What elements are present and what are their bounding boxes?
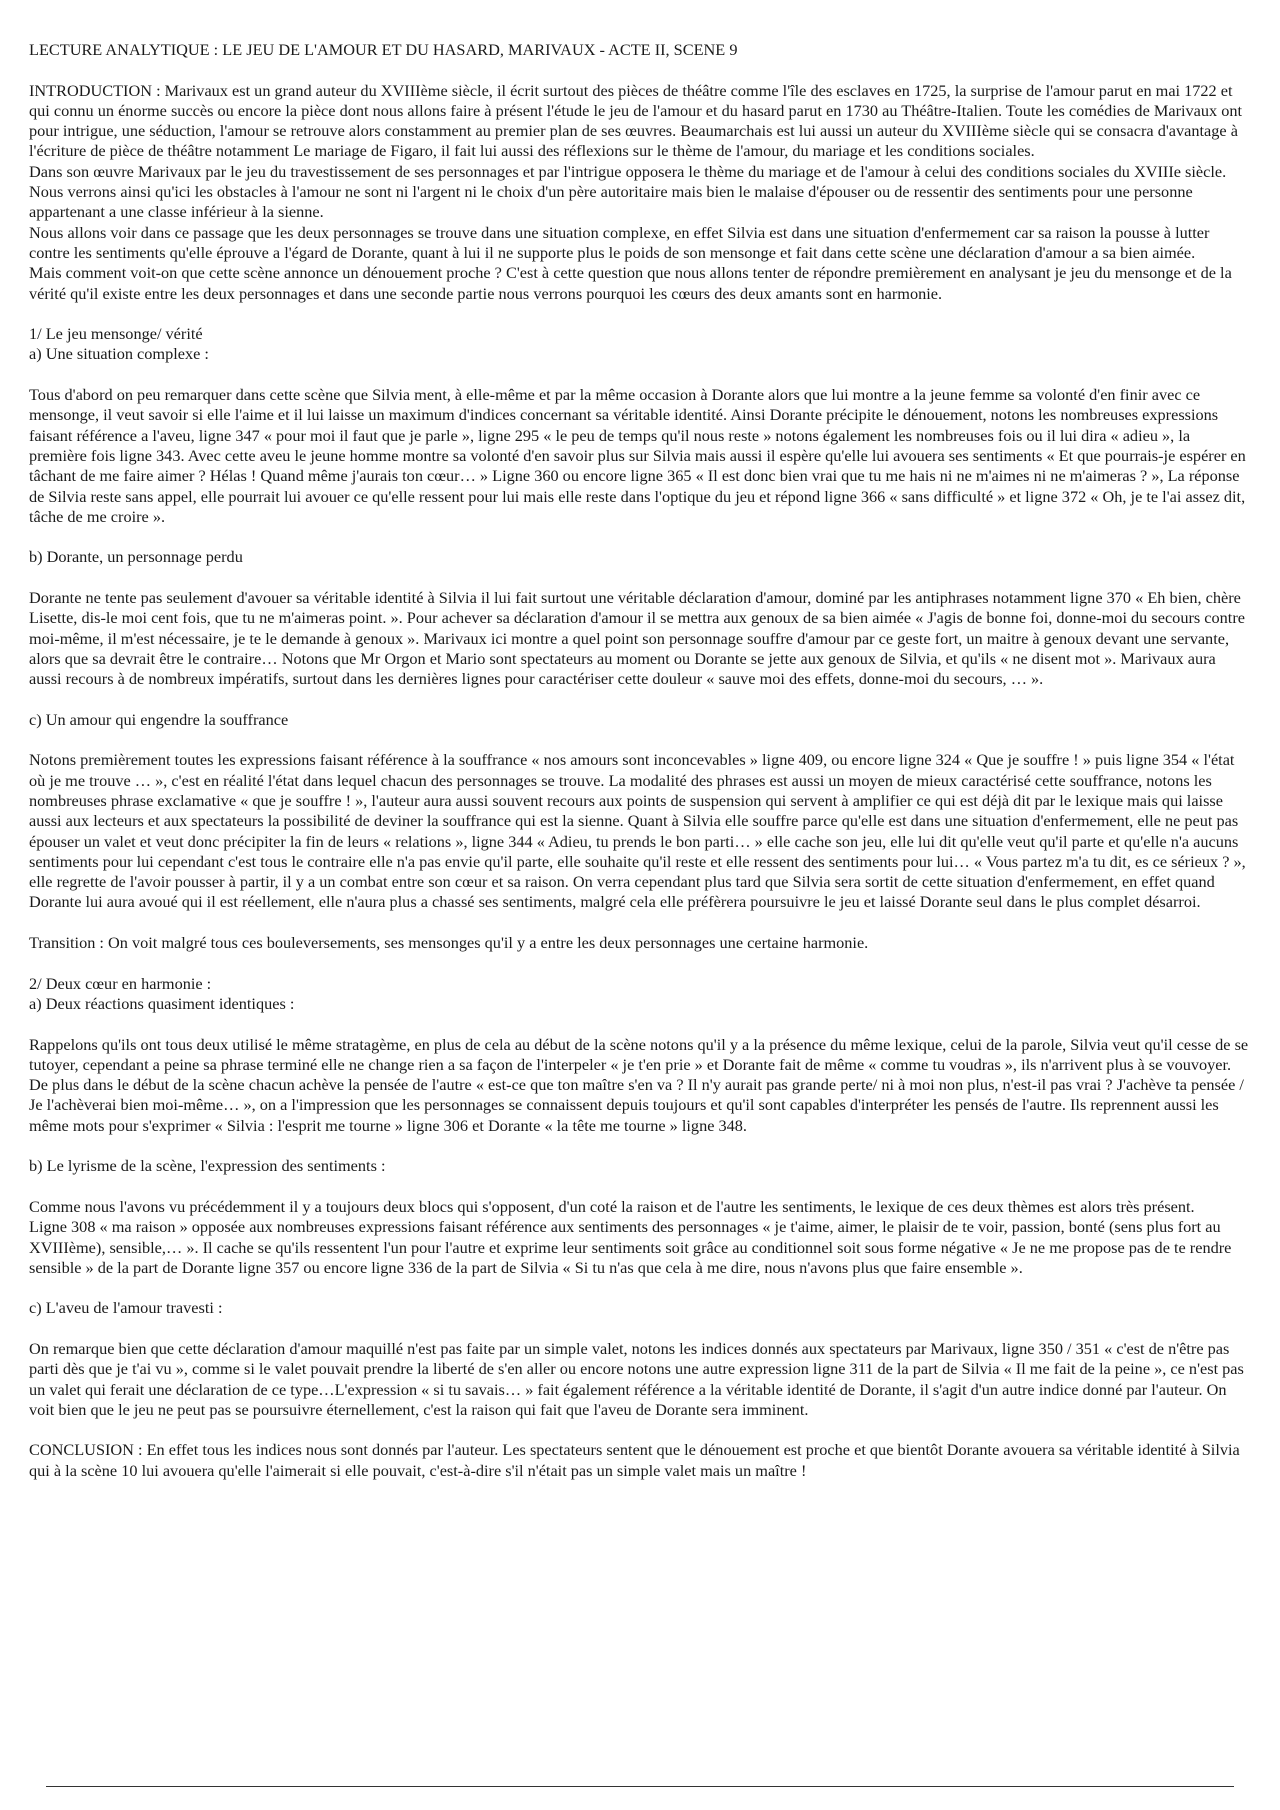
spacer	[29, 527, 1251, 547]
spacer	[29, 1177, 1251, 1197]
spacer	[29, 568, 1251, 588]
transition-paragraph: Transition : On voit malgré tous ces bouleversements, ses mensonges qu'il y a entre les deux personnages une certaine harmonie.	[29, 933, 869, 953]
spacer	[29, 365, 1251, 385]
intro-paragraph-3: Nous allons voir dans ce passage que les deux personnages se trouve dans une situation complexe, en effet Silvia est dans une situation d'enfermement car sa raison la pousse à lutter contre les sentiments qu'elle éprouve a l'égard de Dorante, quant à lui il ne supporte plus le poids de son mensonge et fait dans cette scène une déclaration d'amour a sa bien aimée.	[29, 222, 1210, 262]
spacer	[29, 60, 1251, 80]
document-page	[29, 40, 1251, 1481]
spacer	[29, 1420, 1251, 1440]
section-2b-text-1: Comme nous l'avons vu précédemment il y a toujours deux blocs qui s'opposent, d'un coté la raison et de l'autre les sentiments, le lexique de ces deux thèmes est alors très présent.	[29, 1196, 1195, 1216]
intro-paragraph-4: Mais comment voit-on que cette scène annonce un dénouement proche ? C'est à cette question que nous allons tenter de répondre premièrement en analysant je jeu du mensonge et de la vérité qu'il existe entre les deux personnages et dans une seconde partie nous verrons pourquoi les cœurs des deux amants sont en harmonie.	[29, 263, 1232, 303]
spacer	[29, 913, 1251, 933]
section-2c-text: On remarque bien que cette déclaration d'amour maquillé n'est pas faite par un simple valet, notons les indices donnés aux spectateurs par Marivaux, ligne 350 / 351 « c'est de n'être pas parti dès que je t'ai vu », comme si le valet pouvait prendre la liberté de s'en aller ou encore notons une autre expression ligne 311 de la part de Silvia « Il me fait de la peine », ce n'est pas un valet qui ferait une déclaration de ce type…L'expression « si tu savais… » fait également référence a la véritable identité de Dorante, il s'agit d'un autre indice donné par l'auteur. On voit bien que le jeu ne peut pas se poursuivre éternellement, c'est la raison qui fait que l'aveu de Dorante sera imminent.	[29, 1339, 1244, 1419]
section-1b-heading: b) Dorante, un personnage perdu	[29, 547, 243, 567]
section-1a-heading: a) Une situation complexe :	[29, 344, 209, 364]
section-2a-text: Rappelons qu'ils ont tous deux utilisé le même stratagème, en plus de cela au début de la scène notons qu'il y a la présence du même lexique, celui de la parole, Silvia veut qu'il cesse de se tutoyer, cependant a peine sa phrase terminé elle ne change rien a sa façon de l'interpeler « je t'en prie » et Dorante fait de même « comme tu voudras », ils n'arrivent plus à se vouvoyer. De plus dans le début de la scène chacun achève la pensée de l'autre « est-ce que ton maître s'en va ? Il n'y aurait pas grande perte/ ni à moi non plus, n'est-il pas vrai ? J'achève ta pensée / Je l'achèverai bien moi-même… », on a l'impression que les personnages se connaissent depuis toujours et qu'il sont capables d'interpréter les pensés de l'autre. Ils reprennent aussi les même mots pour s'exprimer « Silvia : l'esprit me tourne » ligne 306 et Dorante « la tête me tourne » ligne 348.	[29, 1034, 1249, 1135]
section-1c-heading: c) Un amour qui engendre la souffrance	[29, 709, 289, 729]
spacer	[29, 1014, 1251, 1034]
spacer	[29, 953, 1251, 973]
spacer	[29, 1278, 1251, 1298]
conclusion-paragraph: CONCLUSION : En effet tous les indices nous sont donnés par l'auteur. Les spectateurs sentent que le dénouement est proche et que bientôt Dorante avouera sa véritable identité à Silvia qui à la scène 10 lui avouera qu'elle l'aimerait si elle pouvait, c'est-à-dire s'il n'était pas un simple valet mais un maître !	[29, 1440, 1240, 1480]
section-1a-text: Tous d'abord on peu remarquer dans cette scène que Silvia ment, à elle-même et par la même occasion à Dorante alors que lui montre a la jeune femme sa volonté d'en finir avec ce mensonge, il veut savoir si elle l'aime et il lui laisse un maximum d'indices concernant sa véritable identité. Ainsi Dorante précipite le dénouement, notons les nombreuses expressions faisant référence a l'aveu, ligne 347 « pour moi il faut que je parle », ligne 295 « le peu de temps qu'il nous reste » notons également les nombreuses fois ou il lui dira « adieu », la première fois ligne 343. Avec cette aveu le jeune homme montre sa volonté d'en savoir plus sur Silvia mais aussi il espère qu'elle lui avouera ses sentiments « Et que pourrais-je espérer en tâchant de me faire aimer ? Hélas ! Quand même j'aurais ton cœur… » Ligne 360 ou encore ligne 365 « Il est donc bien vrai que tu me hais ni ne m'aimes ni ne m'aimeras ? », La réponse de Silvia reste sans appel, elle pourrait lui avouer ce qu'elle ressent pour lui mais elle reste dans l'optique du jeu et répond ligne 366 « sans difficulté » et ligne 372 « Oh, je te l'ai assez dit, tâche de me croire ».	[29, 385, 1246, 526]
document-title: LECTURE ANALYTIQUE : LE JEU DE L'AMOUR ET DU HASARD, MARIVAUX - ACTE II, SCENE 9	[29, 40, 738, 59]
section-2b-heading: b) Le lyrisme de la scène, l'expression des sentiments :	[29, 1156, 386, 1176]
section-1c-text: Notons premièrement toutes les expressions faisant référence à la souffrance « nos amours sont inconcevables » ligne 409, ou encore ligne 324 « Que je souffre ! » puis ligne 354 « l'état où je me trouve … », c'est en réalité l'état dans lequel chacun des personnages se trouve. La modalité des phrases est aussi un moyen de mieux caractérisé cette souffrance, notons les nombreuses phrase exclamative « que je souffre ! », l'auteur aura aussi souvent recours aux points de suspension qui servent à amplifier ce qui est déjà dit par le lexique mais qui laisse aussi aux lecteurs et aux spectateurs la possibilité de deviner la souffrance qui est la sienne. Quant à Silvia elle souffre parce qu'elle est dans une situation d'enfermement, elle ne peut pas épouser un valet et veut donc précipiter la fin de leurs « relations », ligne 344 « Adieu, tu prends le bon parti… » elle cache son jeu, elle lui dit qu'elle veut qu'il parte et qu'elle n'a aucuns sentiments pour lui cependant c'est tous le contraire elle n'a pas envie qu'il parte, elle souhaite qu'il reste et elle ressent des sentiments pour lui… « Vous partez m'a tu dit, es ce sérieux ? », elle regrette de l'avoir pousser à partir, il y a un combat entre son cœur et sa raison. On verra cependant plus tard que Silvia sera sortit de cette situation d'enfermement, en effet quand Dorante lui aura avoué qui il est réellement, elle n'aura plus a chassé ses sentiments, malgré cela elle préfèrera poursuivre le jeu et laissé Dorante seul dans le plus complet désarroi.	[29, 750, 1246, 912]
spacer	[29, 730, 1251, 750]
section-1b-text: Dorante ne tente pas seulement d'avouer sa véritable identité à Silvia il lui fait surtout une véritable déclaration d'amour, dominé par les antiphrases notamment ligne 370 « Eh bien, chère Lisette, dis-le moi cent fois, que tu ne m'aimeras point. ». Pour achever sa déclaration d'amour il se mettra aux genoux de sa bien aimée « J'agis de bonne foi, donne-moi du secours contre moi-même, il m'est nécessaire, je te le demande à genoux ». Marivaux ici montre a quel point son personnage souffre d'amour par ce geste fort, un maitre à genoux devant une servante, alors que sa devrait être le contraire… Notons que Mr Orgon et Mario sont spectateurs au moment ou Dorante se jette aux genoux de Silvia, et qu'ils « ne disent mot ». Marivaux aura aussi recours à de nombreux impératifs, surtout dans les dernières lignes pour caractériser cette douleur « sauve moi des effets, donne-moi du secours, … ».	[29, 588, 1245, 689]
spacer	[29, 304, 1251, 324]
footer-divider	[46, 1786, 1234, 1787]
section-2c-heading: c) L'aveu de l'amour travesti :	[29, 1298, 223, 1318]
intro-paragraph-1: INTRODUCTION : Marivaux est un grand auteur du XVIIIème siècle, il écrit surtout des pièces de théâtre comme l'île des esclaves en 1725, la surprise de l'amour parut en mai 1722 et qui connu un énorme succès ou encore la pièce dont nous allons faire à présent l'étude le jeu de l'amour et du hasard parut en 1730 au Théâtre-Italien. Toute les comédies de Marivaux ont pour intrigue, une séduction, l'amour se retrouve alors constamment au premier plan de ses œuvres. Beaumarchais est lui aussi un auteur du XVIIIème siècle qui se consacra d'avantage à l'écriture de pièce de théâtre notamment Le mariage de Figaro, il fait lui aussi des réflexions sur le thème de l'amour, du mariage et les conditions sociales.	[29, 80, 1243, 161]
section-2a-heading: a) Deux réactions quasiment identiques :	[29, 993, 295, 1013]
section-2b-text-2: Ligne 308 « ma raison » opposée aux nombreuses expressions faisant référence aux sentiments des personnages « je t'aime, aimer, le plaisir de te voir, passion, bonté (sens plus fort au XVIIIème), sensible,… ». Il cache se qu'ils ressentent l'un pour l'autre et exprime leur sentiments soit grâce au conditionnel soit sous forme négative « Je ne me propose pas de te rendre sensible » de la part de Dorante ligne 357 ou encore ligne 336 de la part de Silvia « Si tu n'as que cela à me dire, nous n'avons plus que faire ensemble ».	[29, 1217, 1232, 1277]
part2-heading: 2/ Deux cœur en harmonie :	[29, 973, 212, 993]
spacer	[29, 1319, 1251, 1339]
part1-heading: 1/ Le jeu mensonge/ vérité	[29, 324, 203, 344]
intro-paragraph-2: Dans son œuvre Marivaux par le jeu du travestissement de ses personnages et par l'intrigue opposera le thème du mariage et de l'amour à celui des conditions sociales du XVIIIe siècle. Nous verrons ainsi qu'ici les obstacles à l'amour ne sont ni l'argent ni le choix d'un père autoritaire mais bien le malaise d'épouser ou de ressentir des sentiments pour une personne appartenant a une classe inférieur à la sienne.	[29, 161, 1227, 222]
spacer	[29, 690, 1251, 710]
spacer	[29, 1136, 1251, 1156]
